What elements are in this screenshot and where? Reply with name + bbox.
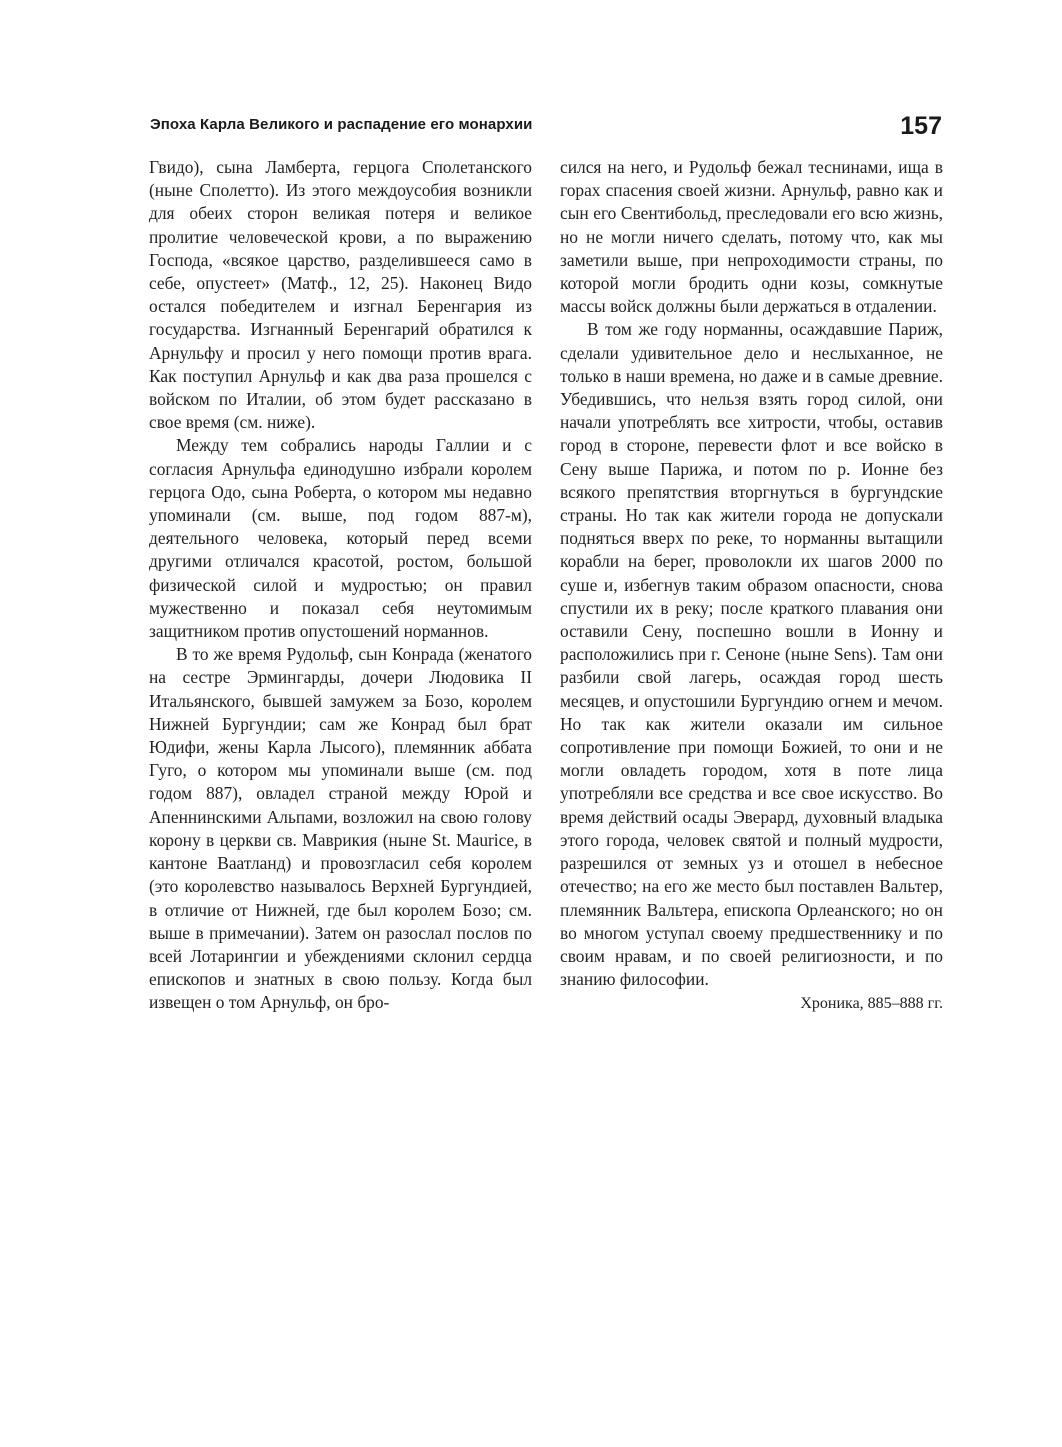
page-number: 157 [900, 112, 942, 140]
source-citation: Хроника, 885–888 гг. [800, 995, 943, 1013]
right-column [560, 156, 943, 1016]
paragraph: Между тем собрались народы Галлии и с согласия Арнульфа единодушно избрали королем герцога Одо, сына Роберта, о котором мы недавно упоминали (см. выше, под годом 887-м), деятельного человека, который перед всеми другими отличался красотой, ростом, большой физической силой и мудростью; он правил мужественно и показал себя неутомимым защитником против опустошений норманнов. [149, 435, 532, 642]
running-title: Эпоха Карла Великого и распадение его монархии [150, 116, 533, 133]
paragraph: Гвидо), сына Ламберта, герцога Сполетанского (ныне Сполетто). Из этого междоусобия возникли для обеих сторон великая потеря и великое пролитие человеческой крови, а по выражению Господа, «всякое царство, разделившееся само в себе, опустеет» (Матф., 12, 25). Наконец Видо остался победителем и изгнал Беренгария из государства. Изгнанный Беренгарий обратился к Арнульфу и просил у него помощи против врага. Как поступил Арнульф и как два раза прошелся с войском по Италии, об этом будет рассказано в свое время (см. ниже). [149, 157, 532, 433]
left-column [149, 156, 532, 1015]
paragraph: В том же году норманны, осаждавшие Париж, сделали удивительное дело и неслыханное, не только в наши времена, но даже и в самые древние. Убедившись, что нельзя взять город силой, они начали употреблять все хитрости, чтобы, оставив город в стороне, перевести флот и все войско в Сену выше Парижа, и потом по р. Ионне без всякого препятствия вторгнуться в бургундские страны. Но так как жители города не допускали подняться вверх по реке, то норманны вытащили корабли на берег, проволокли их шагов 2000 по суше и, избегнув таким образом опасности, снова спустили их в реку; после краткого плавания они оставили Сену, поспешно вошли в Ионну и расположились при г. Сеноне (ныне Sens). Там они разбили свой лагерь, осаждая город шесть месяцев, и опустошили Бургундию огнем и мечом. Но так как жители оказали им сильное сопротивление при помощи Божией, то они и не могли овладеть городом, хотя в поте лица употребляли все средства и все свое искусство. Во время действий осады Эверард, духовный владыка этого города, человек святой и полный мудрости, разрешился от земных уз и отошел в небесное отечество; на его же место был поставлен Вальтер, племянник Вальтера, епископа Орлеанского; но он во многом уступал своему предшественнику и по своим нравам, и по своей религиозности, и по знанию философии. [560, 319, 943, 990]
paragraph: В то же время Рудольф, сын Конрада (женатого на сестре Эрмингарды, дочери Людовика II Итальянского, бывшей замужем за Бозо, королем Нижней Бургундии; сам же Конрад был брат Юдифи, жены Карла Лысого), племянник аббата Гуго, о котором мы упоминали выше (см. под годом 887), овладел страной между Юрой и Апеннинскими Альпами, возложил на свою голову корону в церкви св. Маврикия (ныне St. Maurice, в кантоне Ваатланд) и провозгласил себя королем (это королевство называлось Верхней Бургундией, в отличие от Нижней, где был королем Бозо; см. выше в примечании). Затем он разослал послов по всей Лотарингии и убеждениями склонил сердца епископов и знатных в свою пользу. Когда был извещен о том Арнульф, он бро- [149, 644, 532, 1013]
paragraph: сился на него, и Рудольф бежал теснинами, ища в горах спасения своей жизни. Арнульф, равно как и сын его Свентибольд, преследовали его всю жизнь, но не могли ничего сделать, потому что, как мы заметили выше, при непроходимости страны, по которой могли бродить одни козы, сомкнутые массы войск должны были держаться в отдалении. [560, 157, 943, 317]
